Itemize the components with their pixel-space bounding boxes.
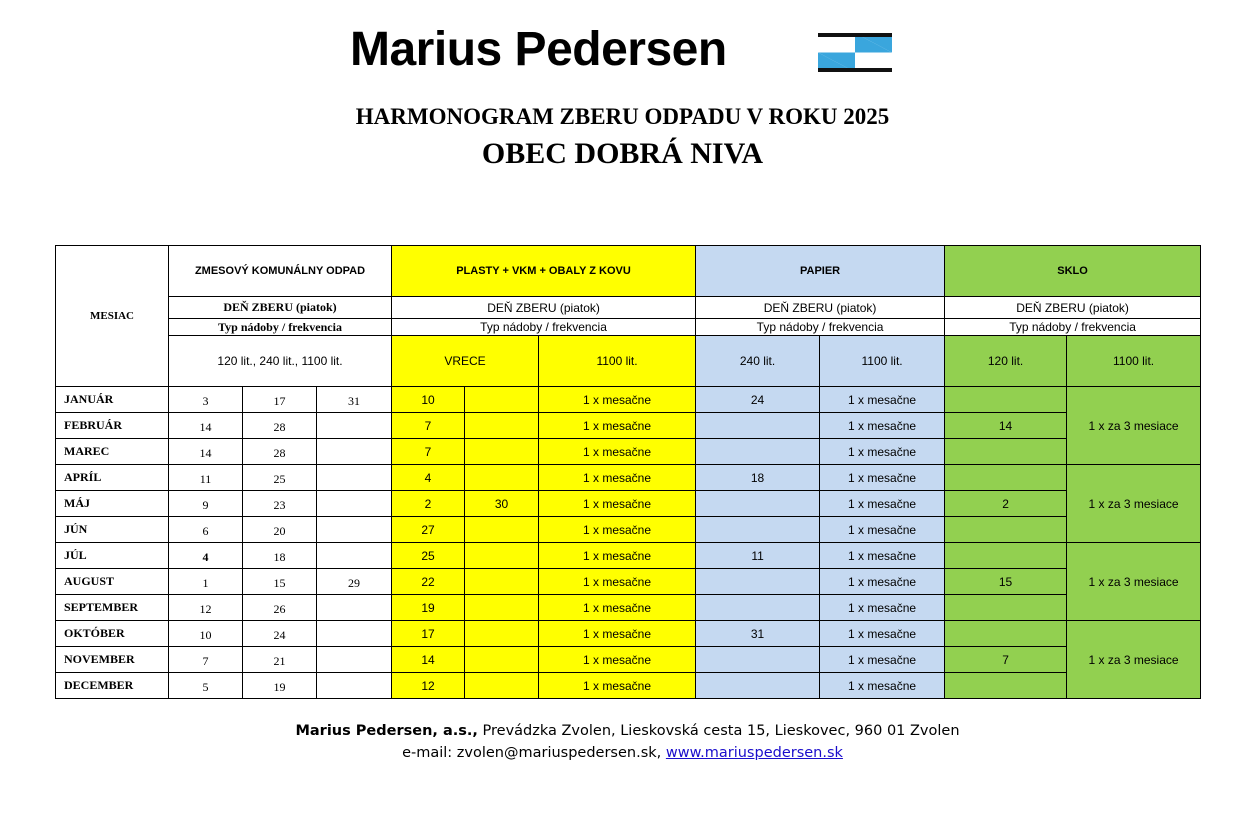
glass-day: 7 (945, 647, 1067, 673)
plastics-day (465, 543, 539, 569)
mixed-waste-day (317, 621, 392, 647)
month-name: APRÍL (56, 465, 169, 491)
collection-day-label: DEŇ ZBERU (piatok) (945, 297, 1201, 319)
footer-company: Marius Pedersen, a.s., (295, 723, 478, 739)
container-type-label: Typ nádoby / frekvencia (169, 319, 392, 336)
paper-frequency: 1 x mesačne (820, 621, 945, 647)
plastics-day (465, 621, 539, 647)
glass-day (945, 543, 1067, 569)
plastics-frequency: 1 x mesačne (539, 387, 696, 413)
plastics-day: 2 (392, 491, 465, 517)
paper-frequency: 1 x mesačne (820, 543, 945, 569)
mixed-waste-day (317, 673, 392, 699)
footer-address (0, 723, 1255, 739)
paper-day (696, 491, 820, 517)
plastics-day: 7 (392, 439, 465, 465)
footer-contact (0, 745, 1245, 761)
category-header-glass: SKLO (945, 246, 1201, 297)
table-row (56, 387, 1201, 413)
table-row (56, 621, 1201, 647)
mixed-waste-day: 23 (243, 491, 317, 517)
plastics-day: 17 (392, 621, 465, 647)
brand-logotype: Marius Pedersen (350, 23, 727, 76)
month-name: OKTÓBER (56, 621, 169, 647)
paper-frequency: 1 x mesačne (820, 569, 945, 595)
mixed-waste-day: 5 (169, 673, 243, 699)
mixed-waste-day: 20 (243, 517, 317, 543)
mixed-waste-day: 12 (169, 595, 243, 621)
plastics-day: 7 (392, 413, 465, 439)
plastics-day (465, 465, 539, 491)
mixed-waste-day: 18 (243, 543, 317, 569)
glass-day (945, 517, 1067, 543)
plastics-day: 25 (392, 543, 465, 569)
table-row (56, 491, 1201, 517)
paper-day (696, 569, 820, 595)
month-name: NOVEMBER (56, 647, 169, 673)
mixed-waste-day (317, 595, 392, 621)
plastics-day (465, 673, 539, 699)
mixed-waste-day: 25 (243, 465, 317, 491)
category-header-paper: PAPIER (696, 246, 945, 297)
paper-frequency: 1 x mesačne (820, 647, 945, 673)
container-size-mixed: 120 lit., 240 lit., 1100 lit. (169, 336, 392, 387)
mixed-waste-day: 7 (169, 647, 243, 673)
mixed-waste-day (317, 517, 392, 543)
plastics-day: 4 (392, 465, 465, 491)
collection-day-label: DEŇ ZBERU (piatok) (696, 297, 945, 319)
plastics-frequency: 1 x mesačne (539, 647, 696, 673)
mixed-waste-day: 14 (169, 413, 243, 439)
plastics-frequency: 1 x mesačne (539, 465, 696, 491)
mixed-waste-day: 15 (243, 569, 317, 595)
mixed-waste-day: 4 (169, 543, 243, 569)
mixed-waste-day: 6 (169, 517, 243, 543)
mixed-waste-day: 26 (243, 595, 317, 621)
mixed-waste-day: 17 (243, 387, 317, 413)
table-row (56, 673, 1201, 699)
company-logo-icon (818, 33, 892, 72)
plastics-day (465, 647, 539, 673)
table-row (56, 569, 1201, 595)
plastics-day (465, 569, 539, 595)
mixed-waste-day (317, 491, 392, 517)
container-size-glass-120: 120 lit. (945, 336, 1067, 387)
mixed-waste-day (317, 543, 392, 569)
table-row (56, 465, 1201, 491)
month-name: MÁJ (56, 491, 169, 517)
mixed-waste-day (317, 439, 392, 465)
paper-day (696, 517, 820, 543)
mixed-waste-day: 14 (169, 439, 243, 465)
category-header-plastics: PLASTY + VKM + OBALY Z KOVU (392, 246, 696, 297)
glass-day (945, 465, 1067, 491)
paper-frequency: 1 x mesačne (820, 595, 945, 621)
plastics-frequency: 1 x mesačne (539, 673, 696, 699)
container-type-label: Typ nádoby / frekvencia (392, 319, 696, 336)
glass-1100-frequency: 1 x za 3 mesiace (1067, 543, 1201, 621)
glass-1100-frequency: 1 x za 3 mesiace (1067, 387, 1201, 465)
plastics-frequency: 1 x mesačne (539, 569, 696, 595)
glass-day (945, 595, 1067, 621)
paper-frequency: 1 x mesačne (820, 439, 945, 465)
mixed-waste-day: 28 (243, 413, 317, 439)
plastics-frequency: 1 x mesačne (539, 491, 696, 517)
month-name: SEPTEMBER (56, 595, 169, 621)
table-row (56, 413, 1201, 439)
glass-day (945, 439, 1067, 465)
footer-address-text: Prevádzka Zvolen, Lieskovská cesta 15, Lieskovec, 960 01 Zvolen (477, 723, 960, 739)
month-name: DECEMBER (56, 673, 169, 699)
paper-day: 18 (696, 465, 820, 491)
container-size-paper-1100: 1100 lit. (820, 336, 945, 387)
collection-day-label: DEŇ ZBERU (piatok) (392, 297, 696, 319)
table-row (56, 647, 1201, 673)
month-name: MAREC (56, 439, 169, 465)
paper-day (696, 673, 820, 699)
mixed-waste-day (317, 413, 392, 439)
glass-1100-frequency: 1 x za 3 mesiace (1067, 465, 1201, 543)
mixed-waste-day: 1 (169, 569, 243, 595)
glass-day (945, 621, 1067, 647)
container-type-label: Typ nádoby / frekvencia (696, 319, 945, 336)
glass-day: 15 (945, 569, 1067, 595)
mixed-waste-day: 10 (169, 621, 243, 647)
plastics-frequency: 1 x mesačne (539, 517, 696, 543)
mixed-waste-day: 9 (169, 491, 243, 517)
mixed-waste-day (317, 465, 392, 491)
paper-day (696, 647, 820, 673)
footer-email: e-mail: zvolen@mariuspedersen.sk, (402, 745, 666, 761)
paper-day: 31 (696, 621, 820, 647)
mixed-waste-day: 31 (317, 387, 392, 413)
glass-day: 2 (945, 491, 1067, 517)
municipality-title: OBEC DOBRÁ NIVA (481, 137, 764, 170)
mixed-waste-day: 19 (243, 673, 317, 699)
month-name: JANUÁR (56, 387, 169, 413)
plastics-day: 10 (392, 387, 465, 413)
plastics-frequency: 1 x mesačne (539, 543, 696, 569)
table-row (56, 439, 1201, 465)
mixed-waste-day: 21 (243, 647, 317, 673)
plastics-day: 14 (392, 647, 465, 673)
glass-day (945, 673, 1067, 699)
paper-frequency: 1 x mesačne (820, 465, 945, 491)
website-link[interactable]: www.mariuspedersen.sk (665, 745, 843, 761)
plastics-day (465, 439, 539, 465)
container-size-bag: VRECE (392, 336, 539, 387)
paper-frequency: 1 x mesačne (820, 491, 945, 517)
glass-day: 14 (945, 413, 1067, 439)
plastics-frequency: 1 x mesačne (539, 595, 696, 621)
mixed-waste-day: 24 (243, 621, 317, 647)
paper-frequency: 1 x mesačne (820, 413, 945, 439)
month-name: JÚL (56, 543, 169, 569)
paper-day: 24 (696, 387, 820, 413)
paper-day (696, 439, 820, 465)
plastics-day: 19 (392, 595, 465, 621)
month-name: AUGUST (56, 569, 169, 595)
mixed-waste-day: 29 (317, 569, 392, 595)
plastics-frequency: 1 x mesačne (539, 621, 696, 647)
mixed-waste-day: 3 (169, 387, 243, 413)
plastics-day: 12 (392, 673, 465, 699)
mixed-waste-day (317, 647, 392, 673)
glass-1100-frequency: 1 x za 3 mesiace (1067, 621, 1201, 699)
paper-frequency: 1 x mesačne (820, 517, 945, 543)
month-column-header: MESIAC (56, 246, 169, 387)
collection-schedule-table (55, 245, 1201, 699)
plastics-frequency: 1 x mesačne (539, 413, 696, 439)
paper-day: 11 (696, 543, 820, 569)
paper-frequency: 1 x mesačne (820, 673, 945, 699)
paper-frequency: 1 x mesačne (820, 387, 945, 413)
collection-day-label: DEŇ ZBERU (piatok) (169, 297, 392, 319)
mixed-waste-day: 28 (243, 439, 317, 465)
plastics-frequency: 1 x mesačne (539, 439, 696, 465)
mixed-waste-day: 11 (169, 465, 243, 491)
plastics-day (465, 595, 539, 621)
paper-day (696, 595, 820, 621)
container-type-label: Typ nádoby / frekvencia (945, 319, 1201, 336)
plastics-day (465, 517, 539, 543)
container-size-paper-240: 240 lit. (696, 336, 820, 387)
month-name: JÚN (56, 517, 169, 543)
table-row (56, 517, 1201, 543)
document-title: HARMONOGRAM ZBERU ODPADU V ROKU 2025 (355, 104, 890, 129)
category-header-mixed-waste: ZMESOVÝ KOMUNÁLNY ODPAD (169, 246, 392, 297)
plastics-day (465, 413, 539, 439)
table-row (56, 543, 1201, 569)
plastics-day: 27 (392, 517, 465, 543)
container-size-plastics-1100: 1100 lit. (539, 336, 696, 387)
container-size-glass-1100: 1100 lit. (1067, 336, 1201, 387)
plastics-day: 30 (465, 491, 539, 517)
plastics-day: 22 (392, 569, 465, 595)
plastics-day (465, 387, 539, 413)
glass-day (945, 387, 1067, 413)
table-row (56, 595, 1201, 621)
paper-day (696, 413, 820, 439)
month-name: FEBRUÁR (56, 413, 169, 439)
